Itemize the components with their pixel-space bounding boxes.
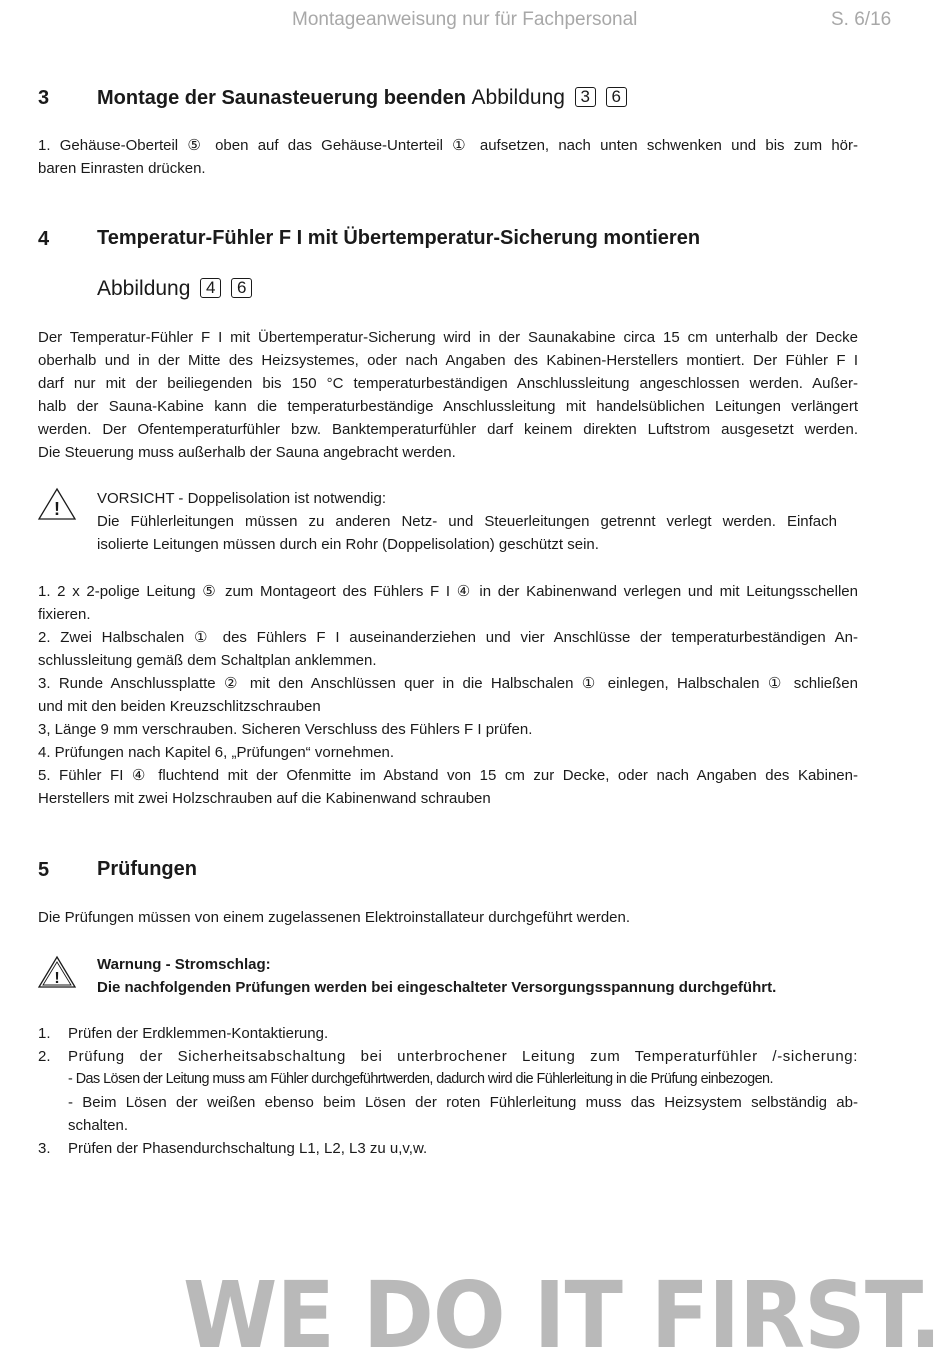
- section-4-figure-ref-2: 6: [231, 278, 252, 298]
- caution-block: [97, 487, 837, 556]
- section-4-steps: [38, 580, 858, 810]
- section-3-body: [38, 134, 858, 180]
- list-text: Prüfen der Erdklemmen-Kontaktierung.: [68, 1025, 329, 1042]
- list-text: schalten.: [68, 1117, 129, 1134]
- list-item: [38, 1045, 858, 1137]
- text-line: darf nur mit der beiliegenden bis 150 °C temperaturbeständigen Anschlussleitung angeschlossen werden. Außer-: [38, 375, 858, 392]
- list-item: [38, 1022, 858, 1045]
- page-number: S. 6/16: [831, 9, 892, 30]
- svg-text:!: !: [54, 499, 60, 519]
- step-line: 3. Runde Anschlussplatte ② mit den Anschlüssen quer in die Halbschalen ① einlegen, Halbschalen ① schließen: [38, 675, 858, 692]
- text-line: baren Einrasten drücken.: [38, 160, 206, 177]
- text-line: halb der Sauna-Kabine kann die temperaturbeständige Anschlussleitung mit handelsüblichen Leitungen verlängert: [38, 398, 858, 415]
- section-3-figure-ref-2: 6: [606, 87, 627, 107]
- section-3-title: Montage der Saunasteuerung beenden: [97, 87, 466, 109]
- step-line: und mit den beiden Kreuzschlitzschrauben: [38, 698, 321, 715]
- step-line: 4. Prüfungen nach Kapitel 6, „Prüfungen“ vornehmen.: [38, 744, 395, 761]
- text-line: Der Temperatur-Fühler F I mit Übertemperatur-Sicherung wird in der Saunakabine circa 15 cm unterhalb der Decke: [38, 329, 858, 346]
- section-5-title: Prüfungen: [97, 858, 197, 880]
- list-number: 3.: [38, 1140, 51, 1157]
- caution-line: isolierte Leitungen müssen durch ein Rohr (Doppelisolation) geschützt sein.: [97, 536, 599, 553]
- list-item: [38, 1137, 858, 1160]
- caution-line: Die Fühlerleitungen müssen zu anderen Netz- und Steuerleitungen getrennt verlegt werden. Einfach: [97, 513, 837, 530]
- list-text-block: [68, 1045, 858, 1137]
- list-number: 2.: [38, 1048, 51, 1065]
- checks-list: [38, 1022, 858, 1160]
- list-text: - Das Lösen der Leitung muss am Fühler durchgeführtwerden, dadurch wird die Fühlerleitung in die Prüfung einbezogen.: [68, 1071, 773, 1087]
- warning-triangle-icon: [37, 955, 77, 989]
- section-3-heading: [97, 86, 627, 110]
- section-4-figure-label: Abbildung: [97, 277, 191, 300]
- list-text: Prüfung der Sicherheitsabschaltung bei unterbrochener Leitung zum Temperaturfühler /-sicherung:: [68, 1048, 858, 1065]
- warning-block: [97, 953, 857, 999]
- section-4-figure: [97, 277, 252, 301]
- step-line: Herstellers mit zwei Holzschrauben auf die Kabinenwand schrauben: [38, 790, 491, 807]
- section-5-intro: [38, 906, 858, 929]
- text-line: oberhalb und in der Mitte des Heizsystemes, oder nach Angaben des Kabinen-Herstellers montiert. Der Fühler F I: [38, 352, 858, 369]
- step-line: 5. Fühler FI ④ fluchtend mit der Ofenmitte im Abstand von 15 cm zur Decke, oder nach Angaben des Kabinen-: [38, 767, 858, 784]
- step-line: fixieren.: [38, 606, 91, 623]
- header-title: Montageanweisung nur für Fachpersonal: [292, 9, 638, 30]
- step-line: 2. Zwei Halbschalen ① des Fühlers F I auseinanderziehen und vier Anschlüsse der temperaturbeständigen An-: [38, 629, 858, 646]
- step-line: 1. 2 x 2-polige Leitung ⑤ zum Montageort des Fühlers F I ④ in der Kabinenwand verlegen und mit Leitungsschellen: [38, 583, 858, 600]
- section-4-title: Temperatur-Fühler F I mit Übertemperatur-Sicherung montieren: [97, 227, 701, 249]
- warning-title: Warnung - Stromschlag:: [97, 956, 271, 973]
- section-3-figure-label: Abbildung: [471, 86, 565, 109]
- footer-slogan: WE DO IT FIRST.: [183, 1262, 941, 1369]
- section-3-figure-ref-1: 3: [575, 87, 596, 107]
- list-number: 1.: [38, 1025, 51, 1042]
- text-line: werden. Der Ofentemperaturfühler bzw. Banktemperaturfühler darf keinem direkten Luftstrom ausgesetzt werden.: [38, 421, 858, 438]
- list-text: - Beim Lösen der weißen ebenso beim Lösen der roten Fühlerleitung muss das Heizsystem selbständig ab-: [68, 1094, 858, 1111]
- warning-triangle-icon: [37, 487, 77, 521]
- list-text: Prüfen der Phasendurchschaltung L1, L2, L3 zu u,v,w.: [68, 1140, 428, 1157]
- section-4-figure-ref-1: 4: [200, 278, 221, 298]
- svg-text:!: !: [54, 970, 60, 987]
- text-line: Die Steuerung muss außerhalb der Sauna angebracht werden.: [38, 444, 456, 461]
- text-line: 1. Gehäuse-Oberteil ⑤ oben auf das Gehäuse-Unterteil ① aufsetzen, nach unten schwenken und bis zum hör-: [38, 137, 858, 154]
- step-line: schlussleitung gemäß dem Schaltplan anklemmen.: [38, 652, 377, 669]
- text-line: Die Prüfungen müssen von einem zugelassenen Elektroinstallateur durchgeführt werden.: [38, 909, 631, 926]
- section-4-paragraph: [38, 326, 858, 464]
- step-line: 3, Länge 9 mm verschrauben. Sicheren Verschluss des Fühlers F I prüfen.: [38, 721, 533, 738]
- section-5-number: 5: [38, 859, 50, 881]
- section-3-number: 3: [38, 87, 50, 109]
- warning-text: Die nachfolgenden Prüfungen werden bei eingeschalteter Versorgungsspannung durchgeführt.: [97, 979, 777, 996]
- caution-title: VORSICHT - Doppelisolation ist notwendig:: [97, 490, 387, 507]
- section-4-number: 4: [38, 228, 50, 250]
